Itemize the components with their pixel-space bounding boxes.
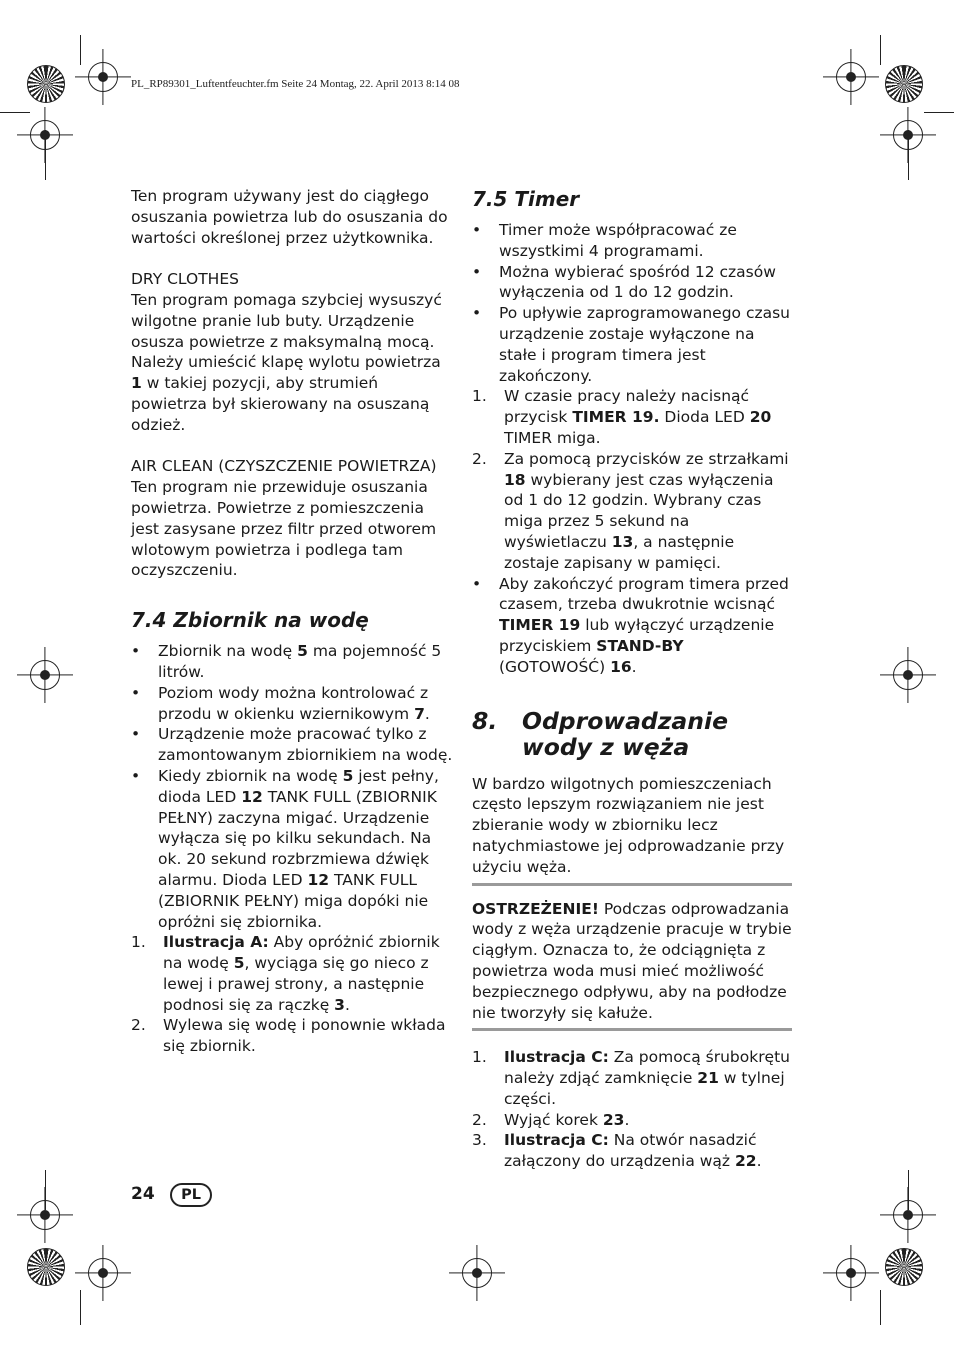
registration-rosette xyxy=(885,1248,923,1286)
list-item: 1. W czasie pracy należy nacisnąć przycisk TIMER 19. Dioda LED 20 TIMER miga. xyxy=(472,387,772,447)
right-column xyxy=(472,186,792,1172)
registration-mark xyxy=(88,1258,118,1288)
page-number: 24 xyxy=(131,1184,155,1204)
list-item: • Po upływie zaprogramowanego czasu urządzenie zostaje wyłączone na stałe i program timera jest zakończony. xyxy=(472,303,792,386)
dry-clothes-text: Ten program pomaga szybciej wysuszyć wilgotne pranie lub buty. Urządzenie osusza powietrze z maksymalną mocą. Należy umieścić klapę wylotu powietrza 1 w takiej pozycji, aby strumień powietrza był skierowany na osuszaną odzież. xyxy=(131,290,442,434)
drain-steps-list xyxy=(472,1047,792,1172)
left-column xyxy=(131,186,456,1057)
file-info-header: PL_RP89301_Luftentfeuchter.fm Seite 24 Montag, 22. April 2013 8:14 08 xyxy=(131,78,460,90)
registration-mark xyxy=(893,1200,923,1230)
dry-clothes-title: DRY CLOTHES xyxy=(131,270,239,289)
tank-steps-list xyxy=(131,932,456,1057)
timer-end-bullet xyxy=(472,574,792,678)
registration-mark xyxy=(30,1200,60,1230)
crop-mark xyxy=(924,112,954,113)
list-item: • Urządzenie może pracować tylko z zamontowanym zbiornikiem na wodę. xyxy=(131,724,456,766)
list-item: • Zbiornik na wodę 5 ma pojemność 5 litrów. xyxy=(131,641,456,683)
registration-rosette xyxy=(885,65,923,103)
registration-mark xyxy=(30,660,60,690)
registration-mark xyxy=(893,120,923,150)
crop-mark xyxy=(0,112,30,113)
air-clean-text: Ten program nie przewiduje osuszania powietrza. Powietrze z pomieszczenia jest zasysane przez filtr przed otworem wlotowym powietrza i podlega tam oczyszczeniu. xyxy=(131,478,437,580)
list-item: 2. Wyjąć korek 23. xyxy=(472,1110,630,1129)
list-item: • Aby zakończyć program timera przed czasem, trzeba dwukrotnie wcisnąć TIMER 19 lub wyłączyć urządzenie przyciskiem STAND-BY (GOTOWOŚĆ) 16. xyxy=(472,574,792,678)
list-item: 3. Ilustracja C: Na otwór nasadzić załączony do urządzenia wąż 22. xyxy=(472,1131,762,1171)
registration-mark xyxy=(836,62,866,92)
crop-mark xyxy=(80,35,81,65)
program-intro: Ten program używany jest do ciągłego osuszania powietrza lub do osuszania do wartości określonej przez użytkownika. xyxy=(131,187,448,247)
list-item: 2. Wylewa się wodę i ponownie wkłada się zbiornik. xyxy=(131,1016,446,1056)
list-item: 2. Za pomocą przycisków ze strzałkami 18 wybierany jest czas wyłączenia od 1 do 12 godzin. Wybrany czas miga przez 5 sekund na wyświetlaczu 13, a następnie zostaje zapisany w pamięci. xyxy=(472,449,789,572)
section-heading-7-4: 7.4 Zbiornik na wodę xyxy=(131,608,369,633)
divider xyxy=(472,1028,792,1031)
list-item: • Timer może współpracować ze wszystkimi 4 programami. xyxy=(472,220,792,262)
timer-bullet-list xyxy=(472,220,792,386)
registration-mark xyxy=(893,660,923,690)
registration-mark xyxy=(462,1258,492,1288)
crop-mark xyxy=(880,1290,881,1325)
list-item: • Można wybierać spośród 12 czasów wyłączenia od 1 do 12 godzin. xyxy=(472,262,792,304)
chapter-heading-8: 8. Odprowadzanie wody z węża xyxy=(472,706,729,761)
crop-mark xyxy=(880,35,881,65)
list-item: 1. Ilustracja C: Za pomocą śrubokrętu należy zdjąć zamknięcie 21 w tylnej części. xyxy=(472,1048,790,1108)
section-heading-7-5: 7.5 Timer xyxy=(472,187,580,211)
air-clean-title: AIR CLEAN (CZYSZCZENIE POWIETRZA) xyxy=(131,457,437,476)
list-item: 1. Ilustracja A: Aby opróżnić zbiornik na wodę 5, wyciąga się go nieco z lewej i prawej strony, a następnie podnosi się za rączkę 3. xyxy=(131,933,440,1014)
registration-mark xyxy=(836,1258,866,1288)
tank-bullet-list xyxy=(131,641,456,932)
list-item: • Kiedy zbiornik na wodę 5 jest pełny, dioda LED 12 TANK FULL (ZBIORNIK PEŁNY) zaczyna migać. Urządzenie wyłącza się po kilku sekundach. Na ok. 20 sekund rozbrzmiewa dźwięk alarmu. Dioda LED 12 TANK FULL (ZBIORNIK PEŁNY) miga dopóki nie opróżni się zbiornika. xyxy=(131,766,456,932)
registration-rosette xyxy=(27,1248,65,1286)
registration-rosette xyxy=(27,65,65,103)
registration-mark xyxy=(88,62,118,92)
divider xyxy=(472,883,792,886)
language-badge: PL xyxy=(170,1183,212,1207)
drain-intro: W bardzo wilgotnych pomieszczeniach często lepszym rozwiązaniem nie jest zbieranie wody w zbiorniku lecz natychmiastowe jej odprowadzanie przy użyciu węża. xyxy=(472,774,785,876)
list-item: • Poziom wody można kontrolować z przodu w okienku wziernikowym 7. xyxy=(131,683,456,725)
timer-steps-list xyxy=(472,386,792,573)
warning-text: OSTRZEŻENIE! Podczas odprowadzania wody z węża urządzenie pracuje w trybie ciągłym. Oznacza to, że odciągnięta z powietrza woda musi mieć możliwość bezpiecznego odpływu, aby na podłodze nie tworzyły się kałuże. xyxy=(472,899,792,1022)
registration-mark xyxy=(30,120,60,150)
crop-mark xyxy=(80,1290,81,1325)
